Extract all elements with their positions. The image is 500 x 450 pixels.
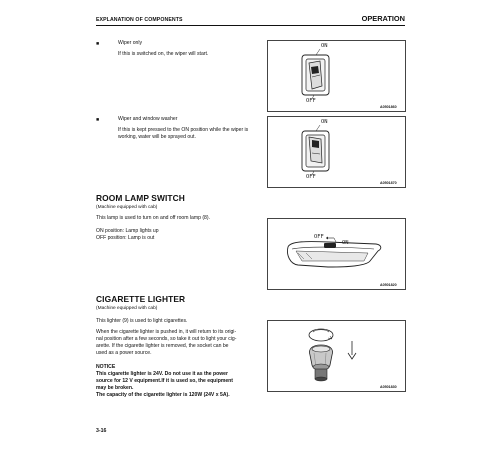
fig2-on-label: ON [321, 119, 328, 125]
wiper-only-title: Wiper only [118, 40, 143, 46]
room-lamp-off: OFF position: Lamp is out [96, 235, 155, 241]
fig3-on-label: ON [342, 240, 349, 246]
fig2-id: A0501870 [380, 181, 397, 185]
lighter-para-line-3: arette. If the cigarette lighter is removed, the socket can be [96, 343, 229, 349]
chapter-header: OPERATION [361, 14, 405, 23]
fig2-off-label: OFF [306, 174, 316, 180]
figure-wiper-washer-switch [267, 116, 406, 188]
notice-line-2: source for 12 V equipment.If it is used so, the equipment [96, 378, 233, 384]
notice-line-4: The capacity of the cigarette lighter is 120W (24V x 5A). [96, 392, 230, 398]
section-header: EXPLANATION OF COMPONENTS [96, 17, 183, 23]
fig1-id: A0501860 [380, 105, 397, 109]
lighter-para-line-2: nal position after a few seconds, so take it out to light your cig- [96, 336, 237, 342]
fig4-id: A0501830 [380, 385, 397, 389]
room-lamp-heading: ROOM LAMP SWITCH [96, 193, 185, 203]
wiper-only-text: If this is switched on, the wiper will start. [118, 51, 209, 57]
room-lamp-on: ON position: Lamp lights up [96, 228, 159, 234]
fig1-off-label: OFF [306, 98, 316, 104]
lighter-intro: This lighter (9) is used to light cigarettes. [96, 318, 188, 324]
header-rule [96, 25, 405, 26]
page-number: 3-16 [96, 428, 107, 434]
notice-line-1: This cigarette lighter is 24V. Do not use it as the power [96, 371, 228, 377]
fig1-on-label: ON [321, 43, 328, 49]
fig3-id: A0501820 [380, 283, 397, 287]
figure-cigarette-lighter [267, 320, 406, 392]
room-lamp-drawing [268, 219, 407, 291]
lighter-para-line-4: used as a power source. [96, 350, 152, 356]
cigarette-lighter-drawing [268, 321, 407, 393]
wiper-switch-drawing [268, 41, 407, 113]
figure-room-lamp [267, 218, 406, 290]
wiper-washer-title: Wiper and window washer [118, 116, 178, 122]
room-lamp-subheading: (Machine equipped with cab) [96, 205, 158, 210]
lighter-heading: CIGARETTE LIGHTER [96, 294, 186, 304]
bullet-wiper-washer: ■ [96, 117, 100, 123]
wiper-washer-line-2: working, water will be sprayed out. [118, 134, 196, 140]
room-lamp-intro: This lamp is used to turn on and off room lamp (8). [96, 215, 211, 221]
lighter-para-line-1: When the cigarette lighter is pushed in, it will return to its origi- [96, 329, 237, 335]
bullet-wiper-only: ■ [96, 41, 100, 47]
wiper-washer-line-1: If this is kept pressed to the ON position while the wiper is [118, 127, 249, 133]
notice-line-3: may be broken. [96, 385, 134, 391]
wiper-washer-switch-drawing [268, 117, 407, 189]
lighter-subheading: (Machine equipped with cab) [96, 306, 158, 311]
fig3-off-label: OFF [314, 234, 324, 240]
notice-title: NOTICE [96, 364, 116, 370]
figure-wiper-switch [267, 40, 406, 112]
